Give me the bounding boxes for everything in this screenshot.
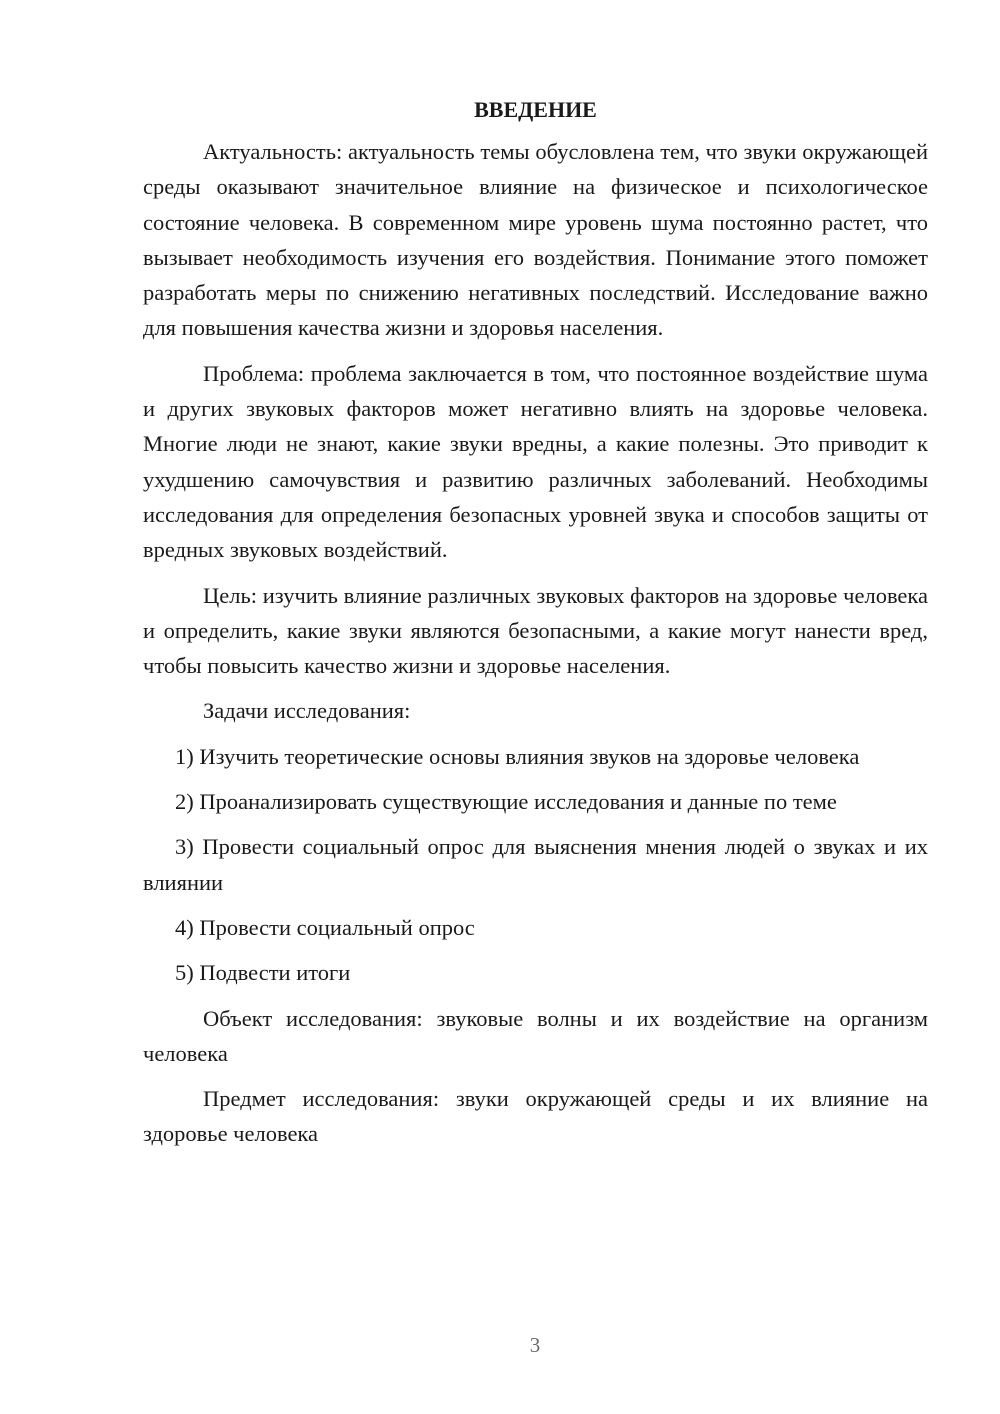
subject-paragraph: Предмет исследования: звуки окружающей среды и их влияние на здоровье человека	[143, 1086, 928, 1147]
tasks-heading: Задачи исследования:	[203, 698, 411, 724]
task-item-1: 1) Изучить теоретические основы влияния звуков на здоровье человека	[175, 743, 860, 769]
task-item-3: 3) Провести социальный опрос для выяснения мнения людей о звуках и их влиянии	[143, 834, 928, 895]
page-number: 3	[529, 1333, 541, 1357]
task-item-4: 4) Провести социальный опрос	[175, 914, 475, 940]
task-item-5: 5) Подвести итоги	[175, 960, 351, 986]
problem-paragraph: Проблема: проблема заключается в том, что постоянное воздействие шума и других звуковых факторов может негативно влиять на здоровье человека. Многие люди не знают, какие звуки вредны, а какие полезны. Это приводит к ухудшению самочувствия и развитию различных заболеваний. Необходимы исследования для определения безопасных уровней звука и способов защиты от вредных звуковых воздействий.	[143, 360, 928, 563]
task-item-2: 2) Проанализировать существующие исследования и данные по теме	[175, 789, 837, 815]
section-title: ВВЕДЕНИЕ	[474, 97, 597, 122]
object-paragraph: Объект исследования: звуковые волны и их воздействие на организм человека	[143, 1005, 928, 1066]
goal-paragraph: Цель: изучить влияние различных звуковых факторов на здоровье человека и определить, какие звуки являются безопасными, а какие могут нанести вред, чтобы повысить качество жизни и здоровье населения.	[143, 582, 928, 679]
relevance-paragraph: Актуальность: актуальность темы обусловлена тем, что звуки окружающей среды оказывают значительное влияние на физическое и психологическое состояние человека. В современном мире уровень шума постоянно растет, что вызывает необходимость изучения его воздействия. Понимание этого поможет разработать меры по снижению негативных последствий. Исследование важно для повышения качества жизни и здоровья населения.	[143, 139, 928, 341]
document-body	[143, 92, 928, 1152]
